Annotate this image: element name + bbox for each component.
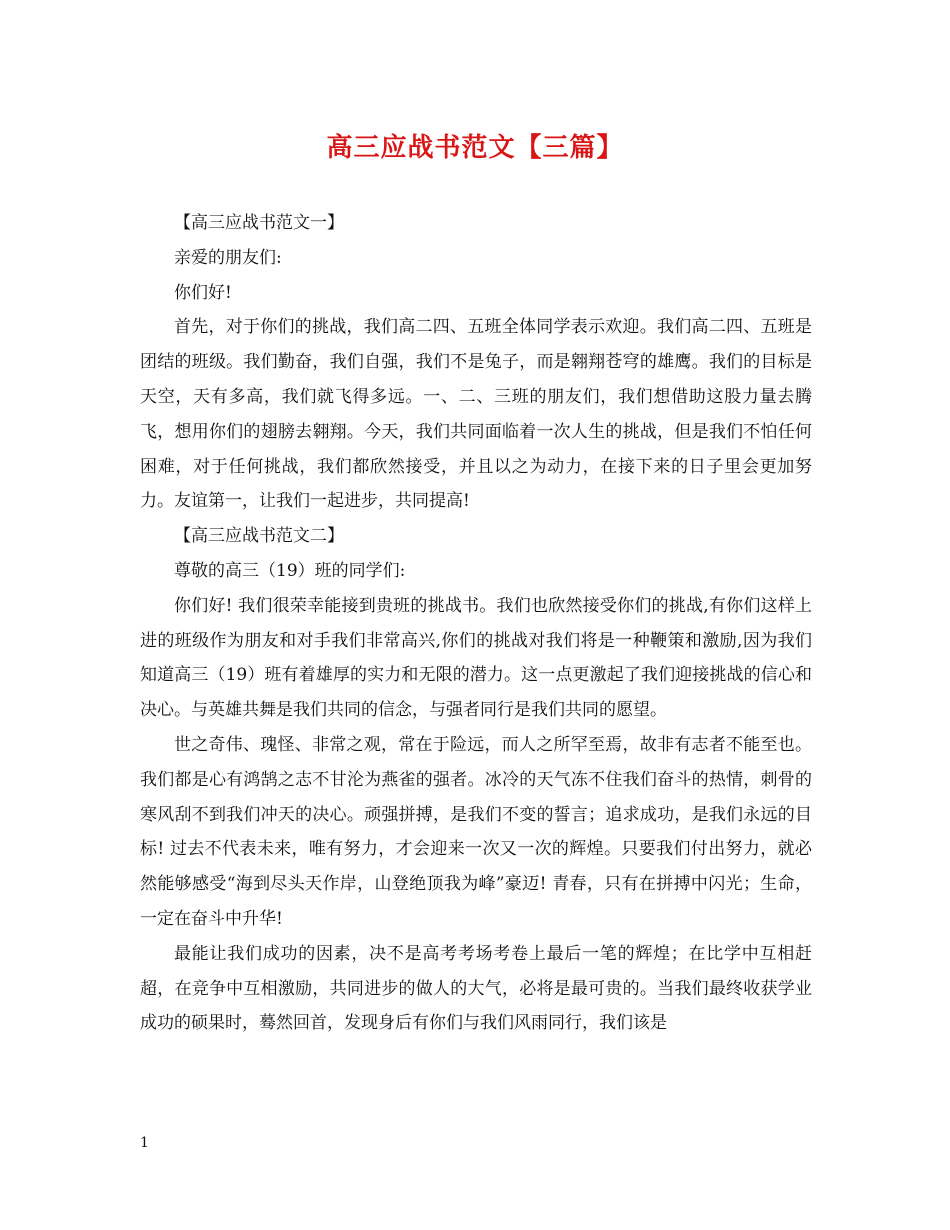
page-number: 1 xyxy=(140,1135,149,1151)
document-body xyxy=(140,206,812,1041)
document-title: 高三应战书范文【三篇】 xyxy=(326,133,624,163)
body-paragraph: 世之奇伟、瑰怪、非常之观，常在于险远，而人之所罕至焉，故非有志者不能至也。我们都是心有鸿鹄之志不甘沦为燕雀的强者。冰冷的天气冻不住我们奋斗的热情，刺骨的寒风刮不到我们冲天的决心。顽强拼搏，是我们不变的誓言；追求成功，是我们永远的目标! 过去不代表未来，唯有努力，才会迎来一次又一次的辉煌。只要我们付出努力，就必然能够感受“海到尽头天作岸，山登绝顶我为峰”豪迈! 青春，只有在拼搏中闪光；生命，一定在奋斗中升华! xyxy=(140,734,812,929)
salutation-two: 尊敬的高三（19）班的同学们: xyxy=(174,560,406,581)
section-heading-two: 【高三应战书范文二】 xyxy=(174,526,344,547)
salutation-one: 亲爱的朋友们: xyxy=(174,247,282,268)
section-heading-one: 【高三应战书范文一】 xyxy=(174,213,344,233)
body-paragraph: 首先，对于你们的挑战，我们高二四、五班全体同学表示欢迎。我们高二四、五班是团结的班级。我们勤奋，我们自强，我们不是兔子，而是翱翔苍穹的雄鹰。我们的目标是天空，天有多高，我们就飞得多远。一、二、三班的朋友们，我们想借助这股力量去腾飞，想用你们的翅膀去翱翔。今天，我们共同面临着一次人生的挑战，但是我们不怕任何困难，对于任何挑战，我们都欣然接受，并且以之为动力，在接下来的日子里会更加努力。友谊第一，让我们一起进步，共同提高! xyxy=(140,317,812,512)
body-paragraph: 最能让我们成功的因素，决不是高考考场考卷上最后一笔的辉煌；在比学中互相赶超，在竞争中互相激励，共同进步的做人的大气，必将是最可贵的。当我们最终收获学业成功的硕果时，蓦然回首，发现身后有你们与我们风雨同行，我们该是 xyxy=(140,943,812,1034)
greeting-one: 你们好! xyxy=(174,282,232,303)
body-paragraph: 你们好! 我们很荣幸能接到贵班的挑战书。我们也欣然接受你们的挑战,有你们这样上进的班级作为朋友和对手我们非常高兴,你们的挑战对我们将是一种鞭策和激励,因为我们知道高三（19）班有着雄厚的实力和无限的潜力。这一点更激起了我们迎接挑战的信心和决心。与英雄共舞是我们共同的信念，与强者同行是我们共同的愿望。 xyxy=(140,595,812,721)
